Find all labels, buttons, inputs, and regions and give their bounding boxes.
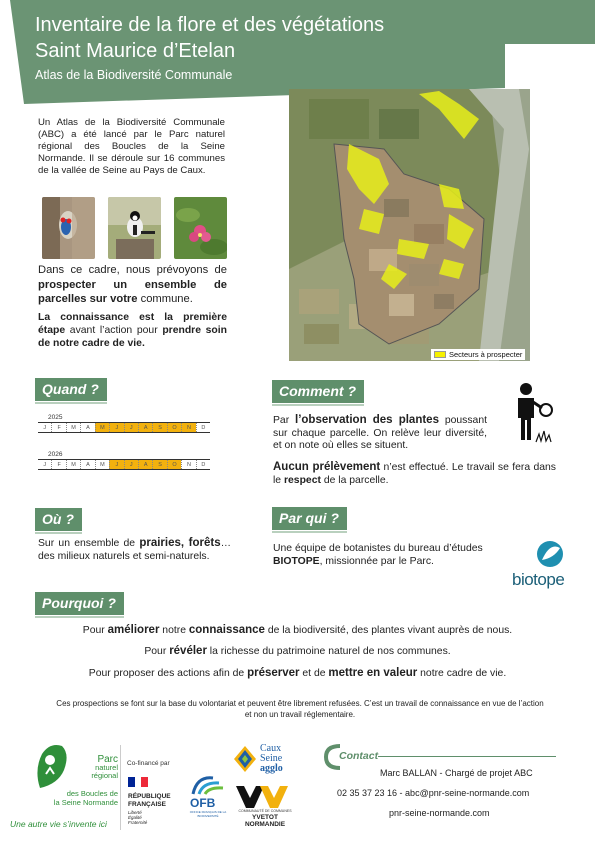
pq1-emphasis-1: améliorer <box>107 624 160 636</box>
calendar-month-cell: D <box>196 423 210 432</box>
cadre-text: Dans ce cadre, nous prévoyons de <box>38 264 227 276</box>
knowledge-emphasis-2: prendre soin de notre cadre de vie. <box>38 325 228 349</box>
ou-text-end: … des milieux naturels et semi-naturels. <box>38 538 231 562</box>
comment-text-2-end: de la parcelle. <box>320 475 389 486</box>
contact-title: Contact <box>339 750 379 762</box>
parc-line-1: Parc <box>97 754 118 765</box>
yvetot-subtitle: COMMUNAUTÉ DE COMMUNES <box>238 809 292 813</box>
disclaimer-note: Ces prospections se font sur la base du volontariat et peuvent être librement refusées. C’est un travail de connaissance en vue de l’action et non un travail réglementaire. <box>56 699 544 719</box>
pourquoi-line-2 <box>0 645 595 657</box>
pq2-text: Pour <box>144 646 170 657</box>
section-heading-quand: Quand ? <box>35 378 107 401</box>
calendar-2026 <box>38 459 210 470</box>
caux-seine-emblem-icon <box>232 744 258 774</box>
par-qui-paragraph <box>273 542 513 568</box>
contact-website-link[interactable]: pnr-seine-normande.com <box>389 808 490 818</box>
calendar-month-cell: D <box>196 460 210 469</box>
ou-emphasis: prairies, forêts <box>139 537 221 549</box>
comment-text-2: n’est effectué. Le travail se fera dans le <box>273 462 556 486</box>
section-heading-ou: Où ? <box>35 508 82 531</box>
caux-line-3: agglo <box>260 763 283 774</box>
knowledge-text: avant l’action pour <box>65 325 163 336</box>
calendar-month-cell: M <box>66 460 80 469</box>
insect-photo <box>42 197 95 259</box>
parc-logo <box>10 738 120 833</box>
calendar-month-cell: A <box>80 423 94 432</box>
ofb-logo <box>188 774 228 824</box>
footer-divider <box>120 745 121 830</box>
calendar-month-cell: J <box>109 460 123 469</box>
calendar-month-cell: J <box>43 462 47 468</box>
ofb-wordmark: OFB <box>190 796 216 810</box>
comment-emphasis-2: Aucun prélèvement <box>273 461 381 473</box>
botanist-icon <box>512 382 560 449</box>
biotope-leaf-icon <box>530 540 570 570</box>
yvetot-normandie-logo <box>234 784 296 830</box>
caux-seine-agglo-logo <box>232 744 298 780</box>
ofb-emblem-icon <box>191 774 225 796</box>
comment-emphasis: l’observation des plantes <box>295 414 439 426</box>
bird-photo <box>108 197 161 259</box>
par-qui-text-end: , missionnée par le Parc. <box>319 556 434 567</box>
republique-francaise-logo <box>128 774 188 824</box>
pourquoi-line-3 <box>0 667 595 679</box>
knowledge-paragraph <box>38 311 227 350</box>
calendar-year-1: 2025 <box>48 414 63 421</box>
calendar-month-cell: O <box>167 423 181 432</box>
comment-paragraph-1 <box>273 414 487 453</box>
ou-paragraph <box>38 537 231 563</box>
section-heading-pourquoi: Pourquoi ? <box>35 592 124 615</box>
calendar-month-cell: M <box>95 423 109 432</box>
calendar-month-cell: F <box>51 460 65 469</box>
par-qui-emphasis: BIOTOPE <box>273 556 320 567</box>
cadre-text-end: commune. <box>137 293 193 305</box>
parc-line-5: la Seine Normande <box>53 797 118 807</box>
comment-text: Par <box>273 415 296 426</box>
rf-line-2: FRANÇAISE <box>128 800 166 808</box>
marianne-flag-icon <box>128 777 148 787</box>
pq3-text-end: notre cadre de vie. <box>417 668 507 679</box>
cofinance-label: Co-financé par <box>127 760 170 767</box>
parc-line-2: naturel <box>95 763 118 773</box>
calendar-month-cell: N <box>181 423 195 432</box>
knowledge-emphasis-1: La connaissance est la première étape <box>38 312 227 336</box>
caux-line-1: Caux <box>260 743 282 754</box>
rf-motto-2: Égalité <box>128 815 142 820</box>
intro-paragraph: Un Atlas de la Biodiversité Communale (ABC) a été lancé par le Parc naturel régional des Boucles de la Seine Normande. Il se déroule sur 16 communes de la vallée de Seine au Pays de Caux. <box>38 117 225 176</box>
calendar-month-cell: A <box>138 423 152 432</box>
cadre-paragraph <box>38 263 227 307</box>
flower-photo <box>174 197 227 259</box>
pourquoi-line-1 <box>0 624 595 636</box>
page-subtitle: Atlas de la Biodiversité Communale <box>35 68 233 82</box>
title-line-2: Saint Maurice d’Etelan <box>35 40 236 62</box>
section-heading-comment: Comment ? <box>272 380 364 403</box>
title-line-1: Inventaire de la flore et des végétations <box>35 14 385 36</box>
calendar-month-cell: A <box>138 460 152 469</box>
calendar-month-cell: S <box>152 423 166 432</box>
contact-rule <box>378 756 556 757</box>
biotope-wordmark: biotope <box>512 570 565 589</box>
par-qui-text: Une équipe de botanistes du bureau d’études <box>273 543 483 554</box>
rf-motto-1: Liberté <box>128 810 142 815</box>
legend-label: Secteurs à prospecter <box>449 350 523 359</box>
caux-line-2: Seine <box>260 753 283 764</box>
calendar-month-cell: M <box>95 460 109 469</box>
calendar-month-cell: S <box>152 460 166 469</box>
biotope-logo <box>510 540 582 600</box>
rf-motto-3: Fraternité <box>128 820 148 825</box>
page-title <box>35 12 384 64</box>
rf-line-1: RÉPUBLIQUE <box>128 793 171 800</box>
calendar-month-cell: N <box>181 460 195 469</box>
comment-emphasis-3: respect <box>283 475 321 486</box>
pq3-emphasis-1: préserver <box>247 667 300 679</box>
cadre-emphasis: prospecter un ensemble de parcelles sur votre <box>38 278 227 305</box>
calendar-month-cell: O <box>167 460 181 469</box>
pq1-text: Pour <box>82 625 108 636</box>
yvetot-line-1: YVETOT <box>252 814 278 821</box>
parc-emblem-icon <box>32 740 72 790</box>
pq1-text-mid: notre <box>159 625 189 636</box>
pq1-emphasis-2: connaissance <box>188 624 265 636</box>
calendar-month-cell: A <box>80 460 94 469</box>
pq3-text: Pour proposer des actions afin de <box>88 668 248 679</box>
comment-paragraph-2 <box>273 461 556 487</box>
pq1-text-end: de la biodiversité, des plantes vivant auprès de nous. <box>264 625 513 636</box>
calendar-month-cell: J <box>43 425 47 431</box>
map-legend <box>431 349 525 360</box>
pq2-text-end: la richesse du patrimoine naturel de nos communes. <box>206 646 451 657</box>
pq3-emphasis-2: mettre en valeur <box>328 667 418 679</box>
calendar-month-cell: J <box>109 423 123 432</box>
contact-name: Marc BALLAN - Chargé de projet ABC <box>380 768 533 778</box>
parc-line-4: des Boucles de <box>66 789 118 798</box>
aerial-map <box>289 89 530 361</box>
calendar-2025 <box>38 422 210 433</box>
ou-text: Sur un ensemble de <box>38 538 140 549</box>
legend-swatch <box>434 351 446 358</box>
parc-line-3: régional <box>91 771 118 781</box>
pq3-text-mid: et de <box>299 668 329 679</box>
pq2-emphasis: révéler <box>169 645 207 657</box>
yvetot-emblem-icon <box>234 784 290 810</box>
comment-text-end: poussant sur chaque parcelle. On relève leur diversité, et on note où elles se situent. <box>273 415 487 451</box>
calendar-month-cell: J <box>124 423 138 432</box>
parc-slogan: Une autre vie s’invente ici <box>10 819 107 829</box>
section-heading-par-qui: Par qui ? <box>272 507 347 530</box>
calendar-month-cell: F <box>51 423 65 432</box>
calendar-month-cell: J <box>124 460 138 469</box>
calendar-month-cell: M <box>66 423 80 432</box>
ofb-subtitle: OFFICE FRANÇAIS DE LA BIODIVERSITÉ <box>189 810 227 818</box>
calendar-year-2: 2026 <box>48 451 63 458</box>
contact-phone-email[interactable]: 02 35 37 23 16 - abc@pnr-seine-normande.com <box>337 788 530 798</box>
yvetot-line-2: NORMANDIE <box>244 821 286 828</box>
